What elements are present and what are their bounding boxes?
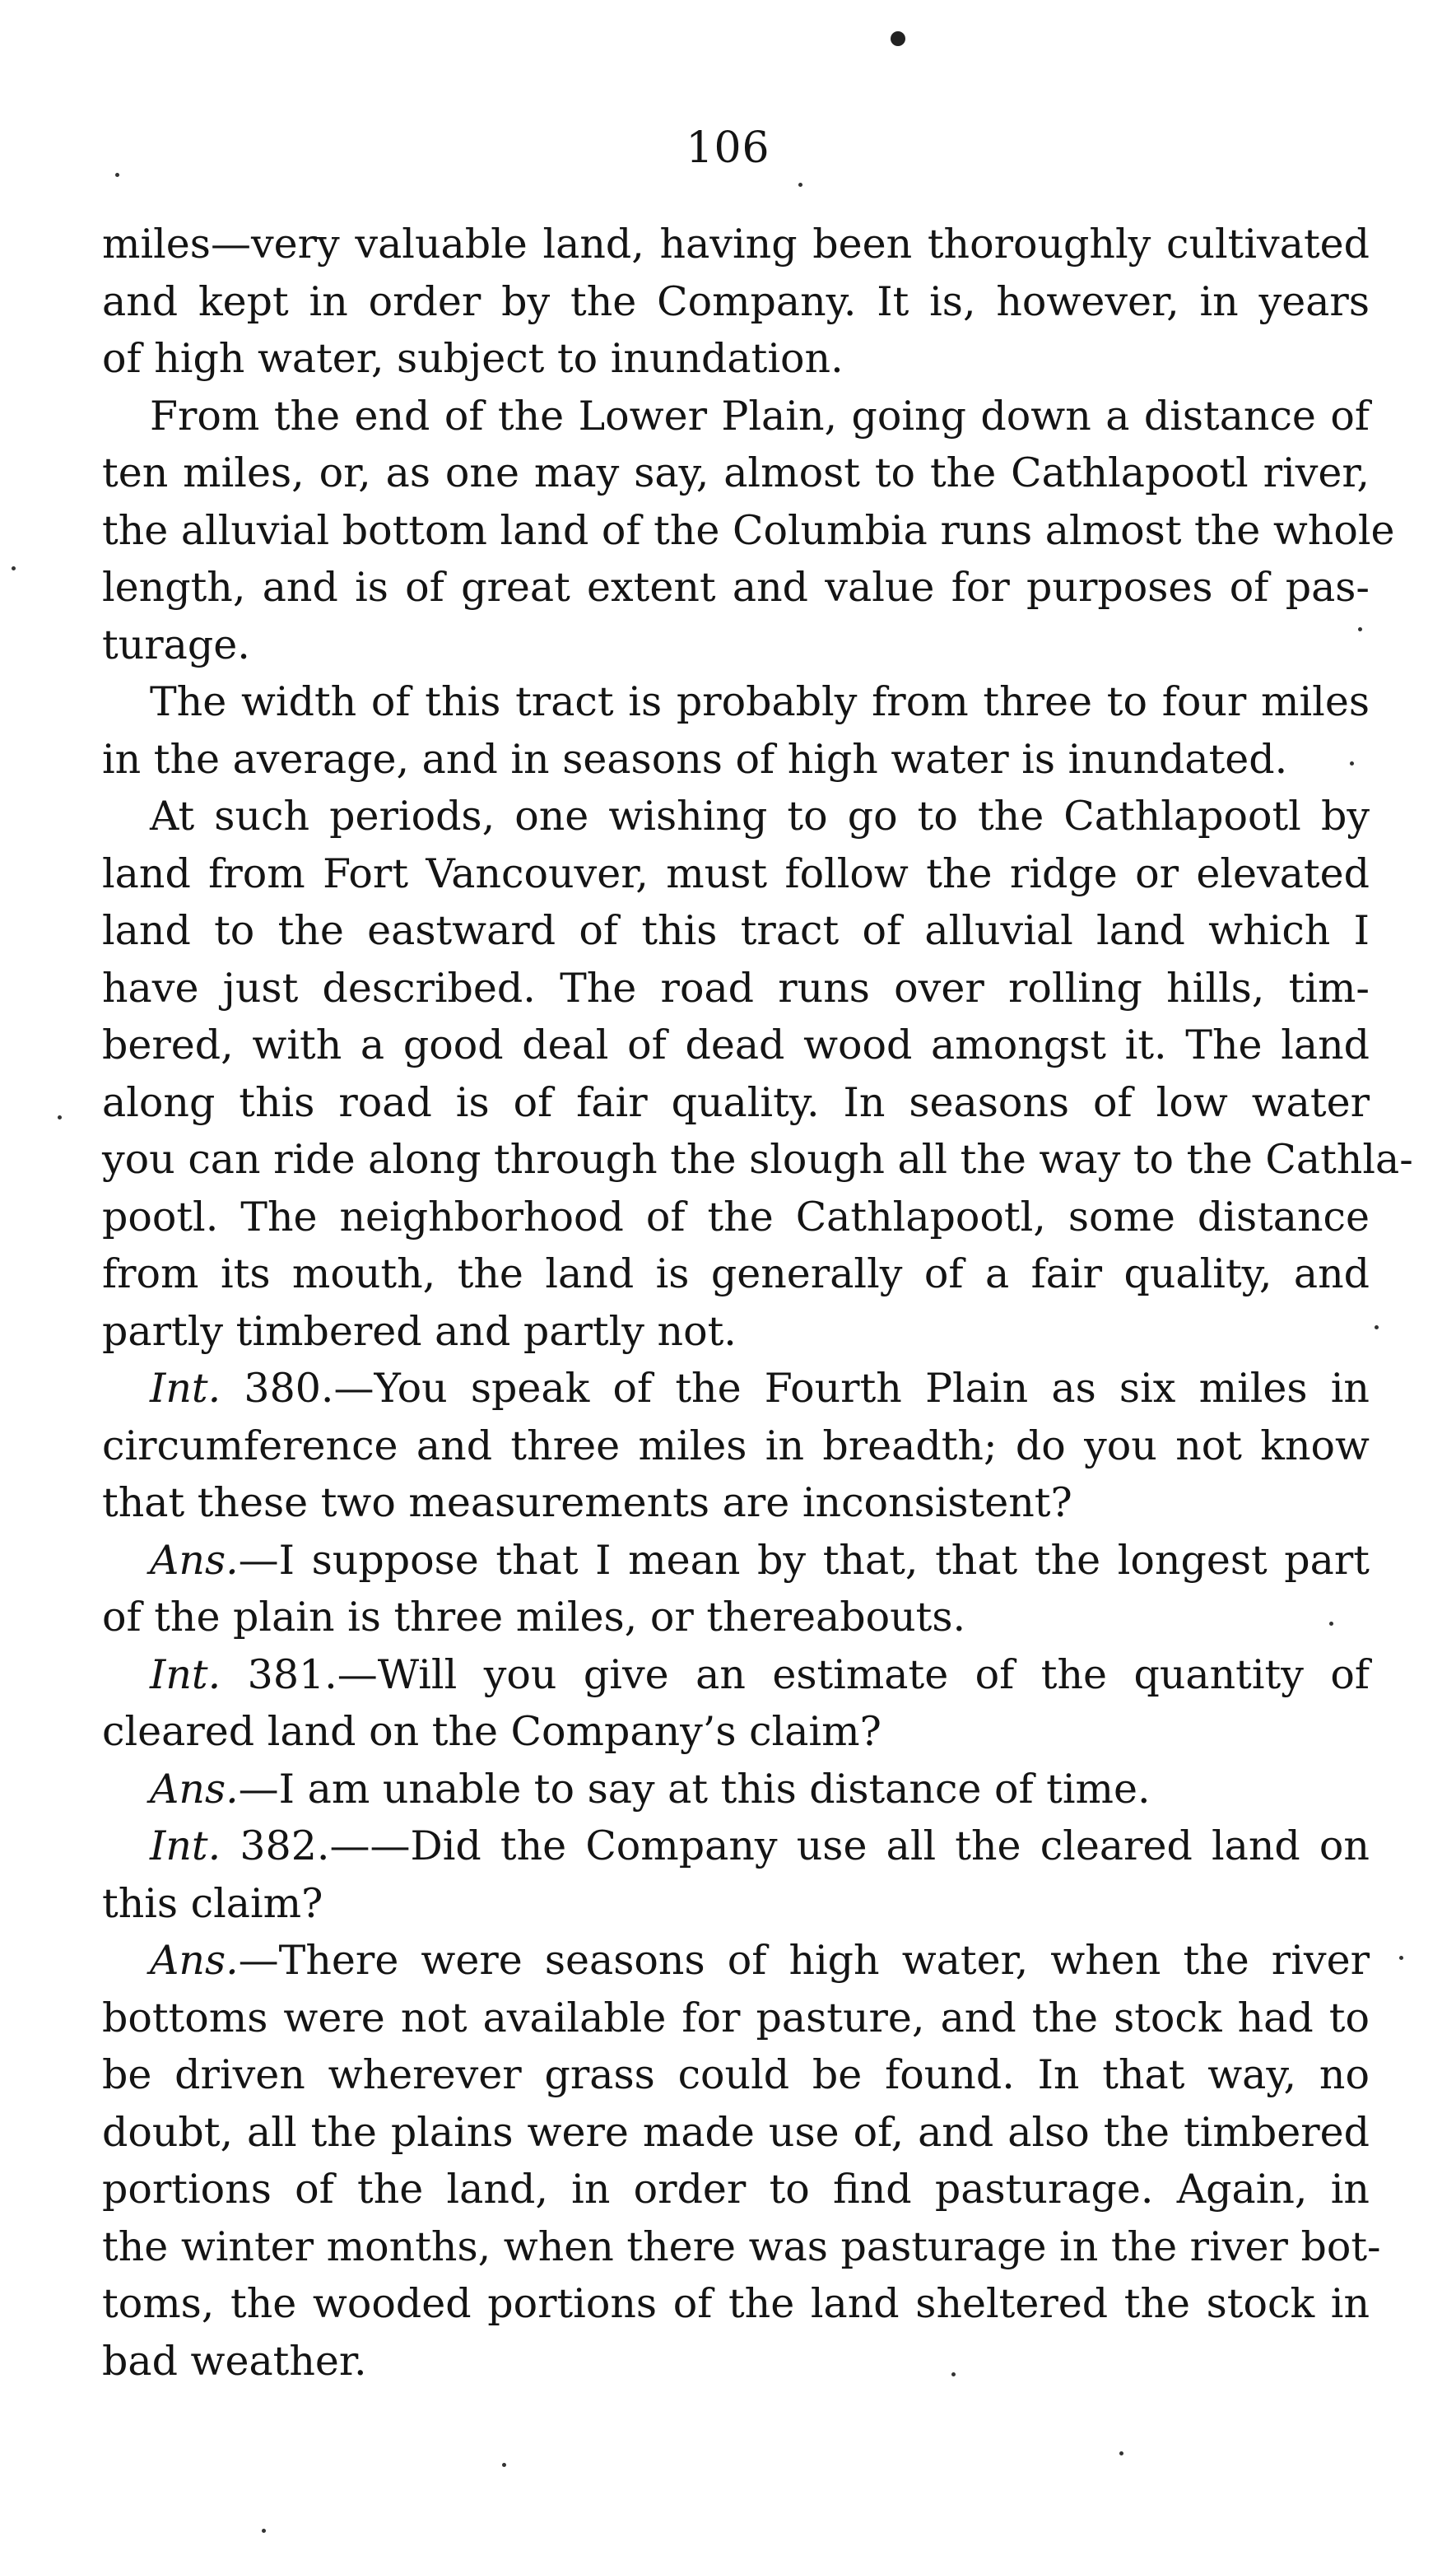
text-line: The width of this tract is probably from three to four miles xyxy=(150,678,1370,725)
interrogatory-label: Int. xyxy=(150,1650,221,1698)
text-line: from its mouth, the land is generally of a fair quality, and xyxy=(102,1250,1370,1297)
text-line xyxy=(102,1532,1370,1590)
print-speck xyxy=(12,566,16,570)
text-line: land from Fort Vancouver, must follow the ridge or elevated xyxy=(102,849,1370,897)
answer xyxy=(102,1532,1370,1646)
page-body-text xyxy=(102,216,1413,2390)
line-text: 382.——Did the Company use all the cleared land on xyxy=(221,1822,1370,1869)
text-line: miles—very valuable land, having been thoroughly cultivated xyxy=(102,221,1370,268)
text-line: of high water, subject to inundation. xyxy=(102,335,844,382)
answer-label: Ans. xyxy=(150,1937,239,1984)
text-line: length, and is of great extent and value for purposes of pas- xyxy=(102,564,1370,611)
answer-label: Ans. xyxy=(150,1536,239,1584)
interrogatory-label: Int. xyxy=(150,1365,221,1412)
print-speck xyxy=(1375,1325,1379,1329)
line-text: 381.—Will you give an estimate of the quantity of xyxy=(221,1650,1370,1698)
text-line: land to the eastward of this tract of alluvial land which I xyxy=(102,907,1370,954)
text-line: be driven wherever grass could be found. In that way, no xyxy=(102,2051,1370,2098)
text-line: of the plain is three miles, or thereabouts. xyxy=(102,1594,966,1641)
printer-mark-icon xyxy=(891,31,905,46)
text-line xyxy=(102,1360,1370,1417)
interrogatory-label: Int. xyxy=(150,1822,221,1869)
text-line: portions of the land, in order to find pasturage. Again, in xyxy=(102,2166,1370,2213)
print-speck xyxy=(1399,1956,1403,1960)
print-speck xyxy=(798,183,802,187)
line-text: 380.—You speak of the Fourth Plain as six miles in xyxy=(221,1365,1370,1412)
answer-label: Ans. xyxy=(150,1765,239,1813)
text-line: bad weather. xyxy=(102,2337,367,2385)
text-line: toms, the wooded portions of the land sheltered the stock in xyxy=(102,2280,1370,2327)
text-line: you can ride along through the slough all the way to the Cathla- xyxy=(102,1136,1413,1183)
print-speck xyxy=(1329,1622,1333,1626)
paragraph xyxy=(102,673,1370,788)
interrogatory-380 xyxy=(102,1360,1370,1532)
print-speck xyxy=(1350,761,1354,766)
text-line: have just described. The road runs over rolling hills, tim- xyxy=(102,964,1370,1012)
interrogatory-382 xyxy=(102,1818,1370,1932)
text-line: in the average, and in seasons of high water is inundated. xyxy=(102,735,1288,783)
print-speck xyxy=(262,2529,266,2533)
paragraph xyxy=(102,788,1413,1360)
answer xyxy=(102,1761,1370,1818)
text-line: pootl. The neighborhood of the Cathlapootl, some distance xyxy=(102,1193,1370,1240)
text-line: the winter months, when there was pasturage in the river bot- xyxy=(102,2223,1381,2270)
interrogatory-381 xyxy=(102,1646,1370,1761)
text-line: turage. xyxy=(102,621,250,668)
text-line: along this road is of fair quality. In seasons of low water xyxy=(102,1078,1370,1126)
print-speck xyxy=(951,2372,956,2376)
text-line: partly timbered and partly not. xyxy=(102,1307,737,1355)
text-line: the alluvial bottom land of the Columbia runs almost the whole xyxy=(102,506,1395,554)
text-line: cleared land on the Company’s claim? xyxy=(102,1708,882,1755)
print-speck xyxy=(502,2463,506,2467)
text-line xyxy=(102,1646,1370,1704)
text-line: bered, with a good deal of dead wood amongst it. The land xyxy=(102,1022,1370,1068)
page-number: 106 xyxy=(686,123,770,173)
text-line: bottoms were not available for pasture, and the stock had to xyxy=(102,1994,1370,2041)
line-text: —I am unable to say at this distance of time. xyxy=(238,1765,1151,1813)
answer xyxy=(102,1932,1381,2390)
text-line: and kept in order by the Company. It is, however, in years xyxy=(102,277,1370,325)
text-line: doubt, all the plains were made use of, and also the timbered xyxy=(102,2108,1370,2156)
paragraph xyxy=(102,388,1395,674)
text-line: this claim? xyxy=(102,1879,323,1927)
text-line xyxy=(102,1818,1370,1875)
text-line: circumference and three miles in breadth; do you not know xyxy=(102,1422,1370,1469)
text-line: ten miles, or, as one may say, almost to the Cathlapootl river, xyxy=(102,449,1370,496)
line-text: —There were seasons of high water, when the river xyxy=(238,1937,1370,1984)
line-text: —I suppose that I mean by that, that the longest part xyxy=(238,1536,1370,1584)
text-line xyxy=(102,1761,1370,1818)
paragraph xyxy=(102,216,1370,388)
text-line: From the end of the Lower Plain, going down a distance of xyxy=(150,392,1370,440)
print-speck xyxy=(58,1115,62,1119)
print-speck xyxy=(1358,627,1362,631)
print-speck xyxy=(115,173,119,177)
text-line xyxy=(102,1932,1370,1990)
text-line: At such periods, one wishing to go to the Cathlapootl by xyxy=(150,793,1370,840)
text-line: that these two measurements are inconsistent? xyxy=(102,1479,1072,1526)
print-speck xyxy=(1119,2451,1123,2455)
